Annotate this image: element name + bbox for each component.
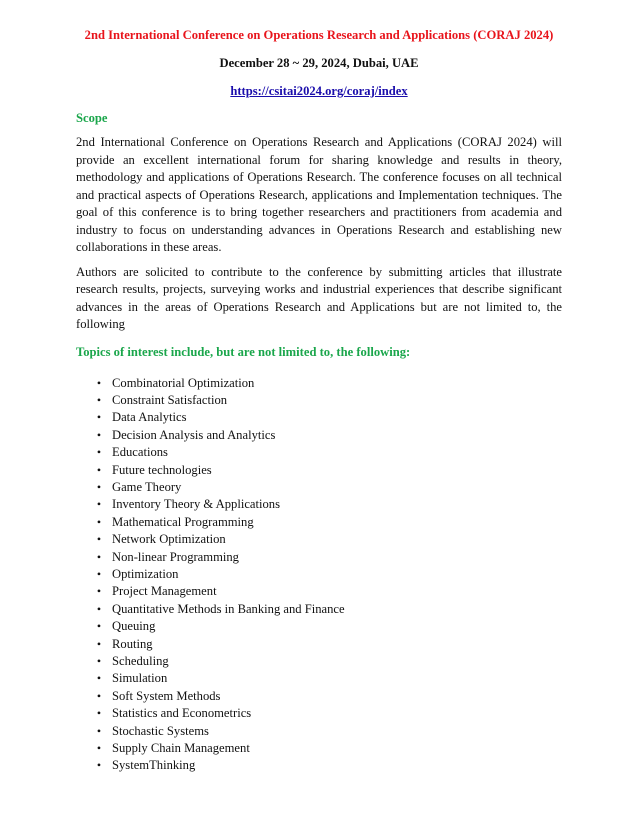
- topic-label: Supply Chain Management: [112, 741, 250, 756]
- topic-item: [94, 375, 562, 392]
- topic-label: Combinatorial Optimization: [112, 375, 255, 390]
- topic-label: Scheduling: [112, 654, 169, 668]
- bullet-icon: •: [96, 654, 102, 668]
- topic-label: Mathematical Programming: [112, 514, 254, 529]
- topic-label: Soft System Methods: [112, 688, 221, 703]
- topic-item: [94, 496, 562, 513]
- topic-item: [94, 427, 562, 444]
- bullet-icon: •: [96, 514, 102, 529]
- topic-item: [94, 601, 562, 618]
- conference-dates: December 28 ~ 29, 2024, Dubai, UAE: [219, 56, 419, 70]
- scope-heading: Scope: [76, 111, 108, 125]
- topic-item: [94, 444, 562, 461]
- topic-label: Routing: [112, 636, 153, 651]
- topic-label: Inventory Theory & Applications: [112, 497, 281, 512]
- topic-label: Game Theory: [112, 479, 182, 494]
- topic-label: Decision Analysis and Analytics: [112, 427, 276, 442]
- topic-item: [94, 670, 562, 687]
- topic-label: Queuing: [112, 619, 156, 634]
- topic-item: [94, 653, 562, 670]
- topic-label: Data Analytics: [112, 410, 187, 425]
- topic-label: Quantitative Methods in Banking and Finance: [112, 601, 345, 616]
- topic-item: [94, 740, 562, 757]
- topic-item: [94, 462, 562, 479]
- topic-label: Network Optimization: [112, 532, 226, 547]
- topic-label: Non-linear Programming: [112, 549, 239, 564]
- bullet-icon: •: [96, 741, 102, 756]
- conference-link-container: [76, 82, 562, 100]
- topics-list: [76, 375, 562, 775]
- scope-paragraph-2: Authors are solicited to contribute to the conference by submitting articles that illustrate research results, projects, surveying works and industrial experiences that describe significant advances in the areas of Operations Research and Applications but are not limited to, the following: [76, 264, 562, 331]
- topic-item: [94, 531, 562, 548]
- topic-item: [94, 688, 562, 705]
- bullet-icon: •: [96, 549, 102, 564]
- topic-item: [94, 757, 562, 774]
- bullet-icon: •: [96, 601, 102, 616]
- topics-heading: Topics of interest include, but are not limited to, the following:: [76, 344, 411, 359]
- topic-label: Optimization: [112, 566, 179, 581]
- bullet-icon: •: [96, 375, 102, 390]
- scope-paragraph-1: 2nd International Conference on Operations Research and Applications (CORAJ 2024) will provide an excellent international forum for sharing knowledge and results in theory, methodology and applications of Operations Research. The conference focuses on all technical and practical aspects of Operations Research, applications and Implementation techniques. The goal of this conference is to bring together researchers and practitioners from academia and industry to focus on understanding advances in Operations Research and establishing new collaborations in these areas.: [76, 135, 562, 254]
- topic-item: [94, 479, 562, 496]
- bullet-icon: •: [96, 445, 102, 460]
- bullet-icon: •: [96, 688, 102, 703]
- topic-item: [94, 549, 562, 566]
- topic-item: [94, 392, 562, 409]
- conference-link[interactable]: https://csitai2024.org/coraj/index: [230, 84, 408, 98]
- topic-item: [94, 705, 562, 722]
- topic-label: SystemThinking: [112, 758, 196, 773]
- topic-label: Simulation: [112, 671, 168, 686]
- bullet-icon: •: [96, 619, 102, 634]
- topic-item: [94, 618, 562, 635]
- bullet-icon: •: [96, 427, 102, 442]
- bullet-icon: •: [96, 584, 102, 599]
- bullet-icon: •: [96, 636, 102, 651]
- topic-label: Statistics and Econometrics: [112, 706, 252, 721]
- topic-item: [94, 409, 562, 426]
- bullet-icon: •: [96, 532, 102, 547]
- topic-item: [94, 636, 562, 653]
- bullet-icon: •: [96, 497, 102, 512]
- topic-label: Stochastic Systems: [112, 723, 209, 738]
- bullet-icon: •: [96, 723, 102, 738]
- topic-item: [94, 566, 562, 583]
- bullet-icon: •: [96, 479, 102, 494]
- topic-item: [94, 583, 562, 600]
- conference-title: 2nd International Conference on Operations Research and Applications (CORAJ 2024): [84, 28, 554, 42]
- bullet-icon: •: [96, 462, 102, 477]
- topic-label: Constraint Satisfaction: [112, 392, 228, 407]
- bullet-icon: •: [96, 758, 102, 773]
- bullet-icon: •: [96, 410, 102, 425]
- topic-label: Future technologies: [112, 462, 212, 477]
- bullet-icon: •: [96, 706, 102, 721]
- bullet-icon: •: [96, 671, 102, 686]
- topic-item: [94, 514, 562, 531]
- topic-item: [94, 723, 562, 740]
- bullet-icon: •: [96, 392, 102, 407]
- bullet-icon: •: [96, 566, 102, 581]
- topic-label: Educations: [112, 445, 168, 460]
- topic-label: Project Management: [112, 584, 217, 599]
